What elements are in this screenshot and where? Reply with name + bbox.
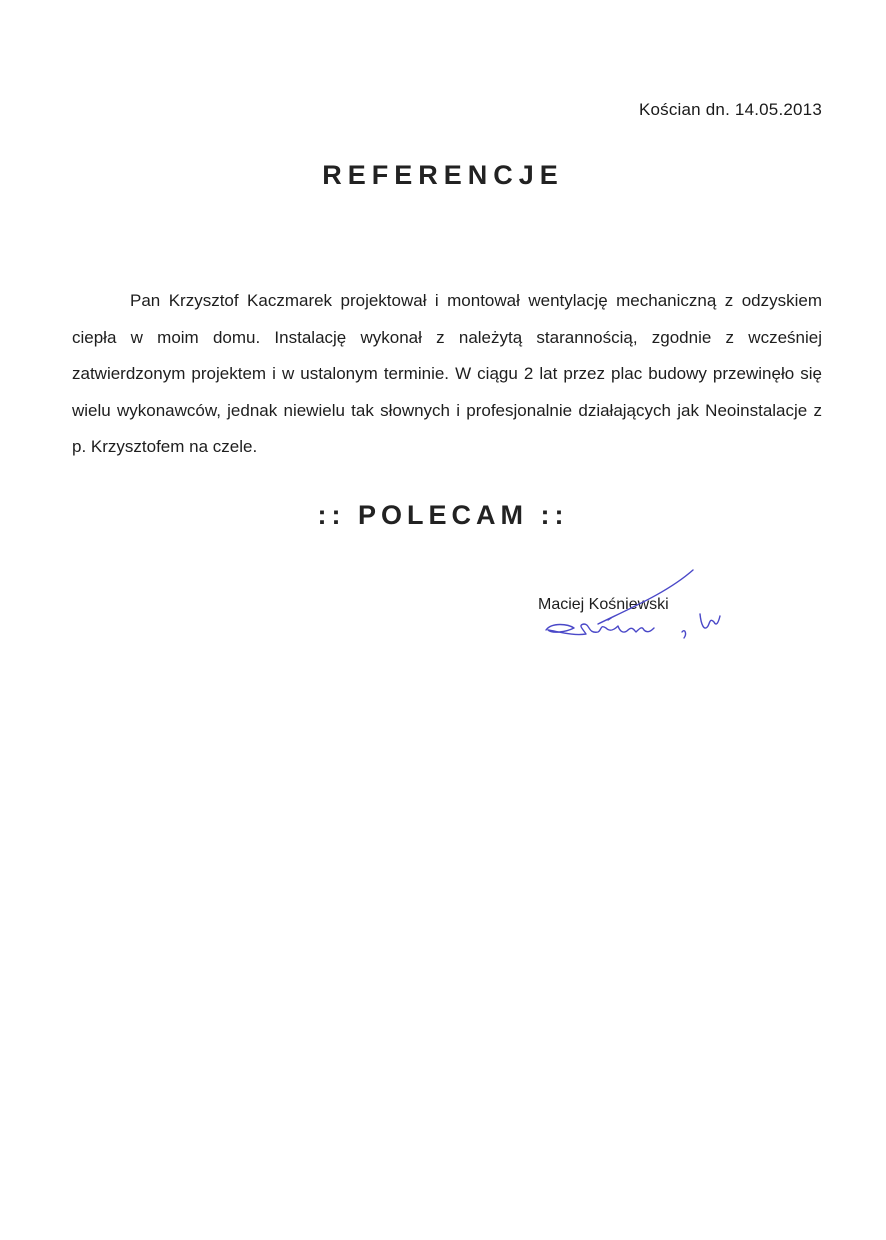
place-date: Kościan dn. 14.05.2013 xyxy=(638,100,822,119)
signature-tail-stroke xyxy=(682,631,685,638)
recommendation-heading: :: POLECAM :: xyxy=(317,500,569,530)
signature-end-stroke xyxy=(700,614,720,628)
signature-upper-stroke xyxy=(598,570,693,624)
letter-body: Pan Krzysztof Kaczmarek projektował i montował wentylację mechaniczną z odzyskiem ciepła w moim domu. Instalację wykonał z należytą starannością, zgodnie z wcześniej zatwierdzonym projektem i w ustalonym terminie. W ciągu 2 lat przez plac budowy przewinęło się wielu wykonawców, jednak niewielu tak słownych i profesjonalnie działających jak Neoinstalacje z p. Krzysztofem na czele. xyxy=(72,291,822,456)
page-title: REFERENCJE xyxy=(322,160,564,190)
signature-main-stroke xyxy=(546,624,654,635)
handwritten-signature xyxy=(538,562,738,652)
signer-name: Maciej Kośniewski xyxy=(538,596,669,613)
